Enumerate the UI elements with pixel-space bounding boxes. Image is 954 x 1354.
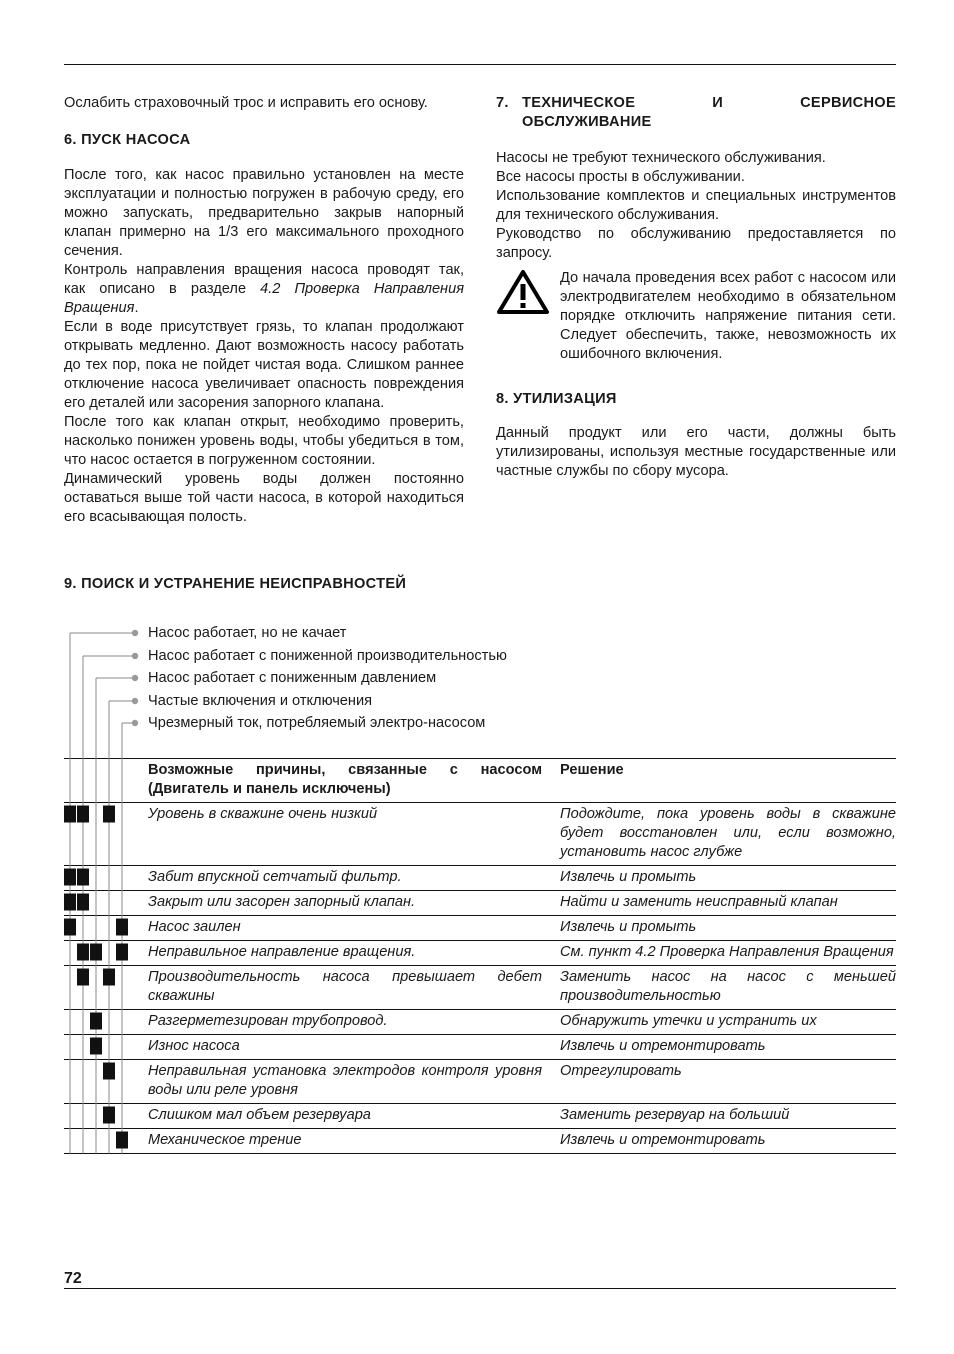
matrix-cell [64,891,148,916]
section-6-p4: После того как клапан открыт, необходимо проверить, насколько понижен уровень воды, чтобы убедиться в том, что насос остается в погруженном состоянии. [64,414,464,468]
table-row [64,891,896,916]
matrix-cell [64,941,148,966]
symptom-bullet [132,675,138,681]
symptom-bullet [132,698,138,704]
table-row [64,966,896,1010]
table-row [64,1104,896,1129]
top-rule [64,64,896,65]
table-row [64,1060,896,1104]
symptom-4: Частые включения и отключения [148,693,373,709]
cause-cell: Механическое трение [148,1132,302,1148]
section-6-p1: После того, как насос правильно установлен на месте эксплуатации и полностью погружен в рабочую среду, его можно запускать, предварительно закрыв напорный клапан примерно на 1/3 его максимального проходного сечения. [64,167,464,259]
symptom-2: Насос работает с пониженной производительностью [148,648,507,664]
section-ref: 4.2 Проверка Направления Вращения [64,281,465,316]
solution-cell: Заменить резервуар на больший [560,1107,790,1123]
section-7-p2: Все насосы просты в обслуживании. [496,169,745,185]
cause-cell: Уровень в скважине очень низкий [148,806,378,822]
matrix-cell [64,1010,148,1035]
cause-cell: Закрыт или засорен запорный клапан. [148,894,416,910]
section-6-p2: Контроль направления вращения насоса проводят так, как описано в разделе 4.2 Проверка Направления Вращения. [64,262,465,316]
solution-cell: Извлечь и отремонтировать [560,1132,766,1148]
right-column [496,94,896,481]
cause-cell: Слишком мал объем резервуара [148,1107,371,1123]
section-7-p4: Руководство по обслуживанию предоставляется по запросу. [496,226,896,261]
symptom-bullet [132,630,138,636]
cause-cell: Забит впускной сетчатый фильтр. [148,869,402,885]
matrix-cell [64,966,148,1010]
cause-cell: Неправильное направление вращения. [148,944,416,960]
header-solution: Решение [560,762,624,778]
section-7-p1: Насосы не требуют технического обслуживания. [496,150,826,166]
matrix-cell [64,1035,148,1060]
left-column [64,94,464,527]
table-header-row [64,759,896,803]
section-6-title: 6. ПУСК НАСОСА [64,132,191,148]
table-row [64,866,896,891]
symptom-5: Чрезмерный ток, потребляемый электро-насосом [148,715,486,731]
warning-triangle-icon [496,269,550,364]
cause-cell: Неправильная установка электродов контроля уровня воды или реле уровня [148,1063,542,1098]
troubleshooting-table [64,758,896,1154]
table-row [64,1129,896,1154]
solution-cell: Извлечь и промыть [560,869,697,885]
solution-cell: Подождите, пока уровень воды в скважине будет восстановлен или, если возможно, установить насос глубже [560,806,896,860]
solution-cell: Отрегулировать [560,1063,682,1079]
section-9-title: 9. ПОИСК И УСТРАНЕНИЕ НЕИСПРАВНОСТЕЙ [64,576,407,592]
table-row [64,1010,896,1035]
matrix-cell [64,916,148,941]
table-row [64,916,896,941]
warning-block [496,269,896,364]
solution-cell: Заменить насос на насос с меньшей производительностью [560,969,896,1004]
matrix-cell [64,866,148,891]
matrix-cell [64,1129,148,1154]
section-7-p3: Использование комплектов и специальных инструментов для технического обслуживания. [496,188,896,223]
matrix-cell [64,1060,148,1104]
solution-cell: Извлечь и отремонтировать [560,1038,766,1054]
cause-cell: Износ насоса [148,1038,240,1054]
section-8-p1: Данный продукт или его части, должны быть утилизированы, используя местные государственные или частные службы по сбору мусора. [496,425,896,479]
header-cause: Возможные причины, связанные с насосом (Двигатель и панель исключены) [148,762,542,797]
cause-cell: Производительность насоса превышает дебет скважины [148,969,542,1004]
symptom-bullet [132,720,138,726]
section-6-p3: Если в воде присутствует грязь, то клапан продолжают открывать медленно. Дают возможность насосу работать до тех пор, пока не пойдет чистая вода. Слишком раннее отключение насоса увеличивает опасность повреждения его деталей или засорения запорного клапана. [64,319,464,411]
cause-cell: Насос заилен [148,919,241,935]
solution-cell: Извлечь и промыть [560,919,697,935]
solution-cell: См. пункт 4.2 Проверка Направления Вращения [560,944,894,960]
solution-cell: Найти и заменить неисправный клапан [560,894,838,910]
bottom-rule [64,1288,896,1289]
symptom-3: Насос работает с пониженным давлением [148,670,437,686]
intro-text: Ослабить страховочный трос и исправить его основу. [64,95,428,111]
solution-cell: Обнаружить утечки и устранить их [560,1013,817,1029]
warning-text: До начала проведения всех работ с насосом или электродвигателем необходимо в обязательном порядке отключить напряжение питания сети. Следует обеспечить, также, невозможность их ошибочного включения. [560,270,896,362]
section-7-title: 7. ТЕХНИЧЕСКОЕ И СЕРВИСНОЕ [496,95,896,111]
matrix-cell [64,1104,148,1129]
matrix-cell [64,803,148,866]
cause-cell: Разгерметезирован трубопровод. [148,1013,388,1029]
section-7-title-line2: ОБСЛУЖИВАНИЕ [522,114,652,130]
table-row [64,803,896,866]
section-8-title: 8. УТИЛИЗАЦИЯ [496,391,617,407]
page-number: 72 [64,1270,82,1287]
section-6-p5: Динамический уровень воды должен постоянно оставаться выше той части насоса, в которой находиться его всасывающая полость. [64,471,464,525]
table-row [64,941,896,966]
table-row [64,1035,896,1060]
symptom-bullet [132,653,138,659]
symptom-1: Насос работает, но не качает [148,625,347,641]
